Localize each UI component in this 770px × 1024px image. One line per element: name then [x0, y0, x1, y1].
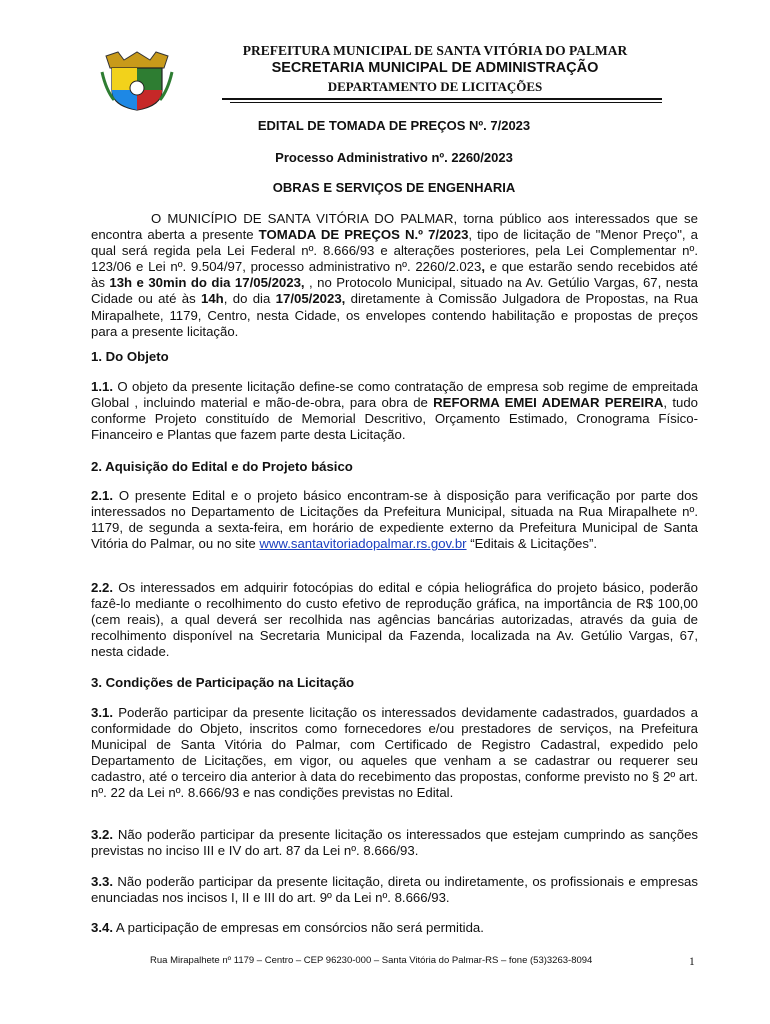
page-number: 1	[689, 956, 695, 968]
clause-3-4: 3.4. A participação de empresas em consórcios não será permitida.	[91, 920, 484, 935]
obras-title: OBRAS E SERVIÇOS DE ENGENHARIA	[272, 180, 516, 195]
clause-3-3: 3.3. Não poderão participar da presente licitação, direta ou indiretamente, os profissionais e empresas enunciadas nos incisos I, II e III do art. 9º da Lei nº. 8.666/93.	[91, 874, 698, 906]
site-link[interactable]: www.santavitoriadopalmar.rs.gov.br	[259, 536, 467, 552]
clause-3-1: 3.1. Poderão participar da presente licitação os interessados devidamente cadastrados, guardados a conformidade do Objeto, inscritos como fornecedores e/ou prestadores de serviços, na Prefeitura Municipal de Santa Vitória do Palmar, com Certificado de Registro Cadastral, expedido pelo Departamento de Licitações, em vigor, ou aqueles que venham a se cadastrar ou requerer seu cadastro, até o terceiro dia anterior à data do recebimento das propostas, conforme previsto no § 2º art. nº. 22 da Lei nº. 8.666/93 e nas condições previstas no Edital.	[91, 705, 698, 801]
section-3-heading: 3. Condições de Participação na Licitação	[91, 675, 355, 690]
municipal-coat-of-arms	[100, 50, 174, 112]
header-rule-thin	[230, 102, 662, 103]
section-2-heading: 2. Aquisição do Edital e do Projeto básico	[91, 459, 353, 474]
header-departamento: DEPARTAMENTO DE LICITAÇÕES	[327, 79, 543, 94]
footer-address: Rua Mirapalhete nº 1179 – Centro – CEP 96230-000 – Santa Vitória do Palmar-RS – fone (53)3263-8094	[150, 955, 593, 966]
header-rule-thick	[222, 98, 662, 100]
section-1-heading: 1. Do Objeto	[91, 349, 169, 364]
header-prefeitura: PREFEITURA MUNICIPAL DE SANTA VITÓRIA DO PALMAR	[242, 43, 628, 58]
edital-title: EDITAL DE TOMADA DE PREÇOS Nº. 7/2023	[257, 118, 531, 133]
header-secretaria: SECRETARIA MUNICIPAL DE ADMINISTRAÇÃO	[271, 60, 599, 76]
processo-title: Processo Administrativo nº. 2260/2023	[275, 150, 513, 165]
intro-paragraph: O MUNICÍPIO DE SANTA VITÓRIA DO PALMAR, torna público aos interessados que se encontra aberta a presente TOMADA DE PREÇOS N.º 7/2023, tipo de licitação de "Menor Preço", a qual será regida pela Lei Federal nº. 8.666/93 e alterações posteriores, pela Lei Complementar nº. 123/06 e Lei nº. 9.504/97, processo administrativo nº. 2260/2.023, e que estarão sendo recebidos até às 13h e 30min do dia 17/05/2023, , no Protocolo Municipal, situado na Av. Getúlio Vargas, 67, nesta Cidade ou até às 14h, do dia 17/05/2023, diretamente à Comissão Julgadora de Propostas, na Rua Mirapalhete, 1179, Centro, nesta Cidade, os envelopes contendo habilitação e propostas de preços para a presente licitação.	[91, 211, 698, 339]
clause-1-1: 1.1. O objeto da presente licitação define-se como contratação de empresa sob regime de empreitada Global , incluindo material e mão-de-obra, para obra de REFORMA EMEI ADEMAR PEREIRA, tudo conforme Projeto constituído de Memorial Descritivo, Orçamento Estimado, Cronograma Físico-Financeiro e Plantas que fazem parte desta Licitação.	[91, 379, 698, 443]
clause-3-2: 3.2. Não poderão participar da presente licitação os interessados que estejam cumprindo as sanções previstas no inciso III e IV do art. 87 da Lei nº. 8.666/93.	[91, 827, 698, 859]
clause-2-2: 2.2. Os interessados em adquirir fotocópias do edital e cópia heliográfica do projeto básico, poderão fazê-lo mediante o recolhimento do custo efetivo de reprodução gráfica, na importância de R$ 100,00 (cem reais), a qual deverá ser recolhida nas agências bancárias autorizadas, através da guia de recolhimento disponível na Secretaria Municipal da Fazenda, localizada na Av. Getúlio Vargas, 67, nesta cidade.	[91, 580, 698, 660]
clause-2-1: 2.1. O presente Edital e o projeto básico encontram-se à disposição para verificação por parte dos interessados no Departamento de Licitações da Prefeitura Municipal, situada na Rua Mirapalhete nº. 1179, de segunda a sexta-feira, em horário de expediente externo da Prefeitura Municipal de Santa Vitória do Palmar, ou no site www.santavitoriadopalmar.rs.gov.br “Editais & Licitações”.	[91, 488, 698, 552]
